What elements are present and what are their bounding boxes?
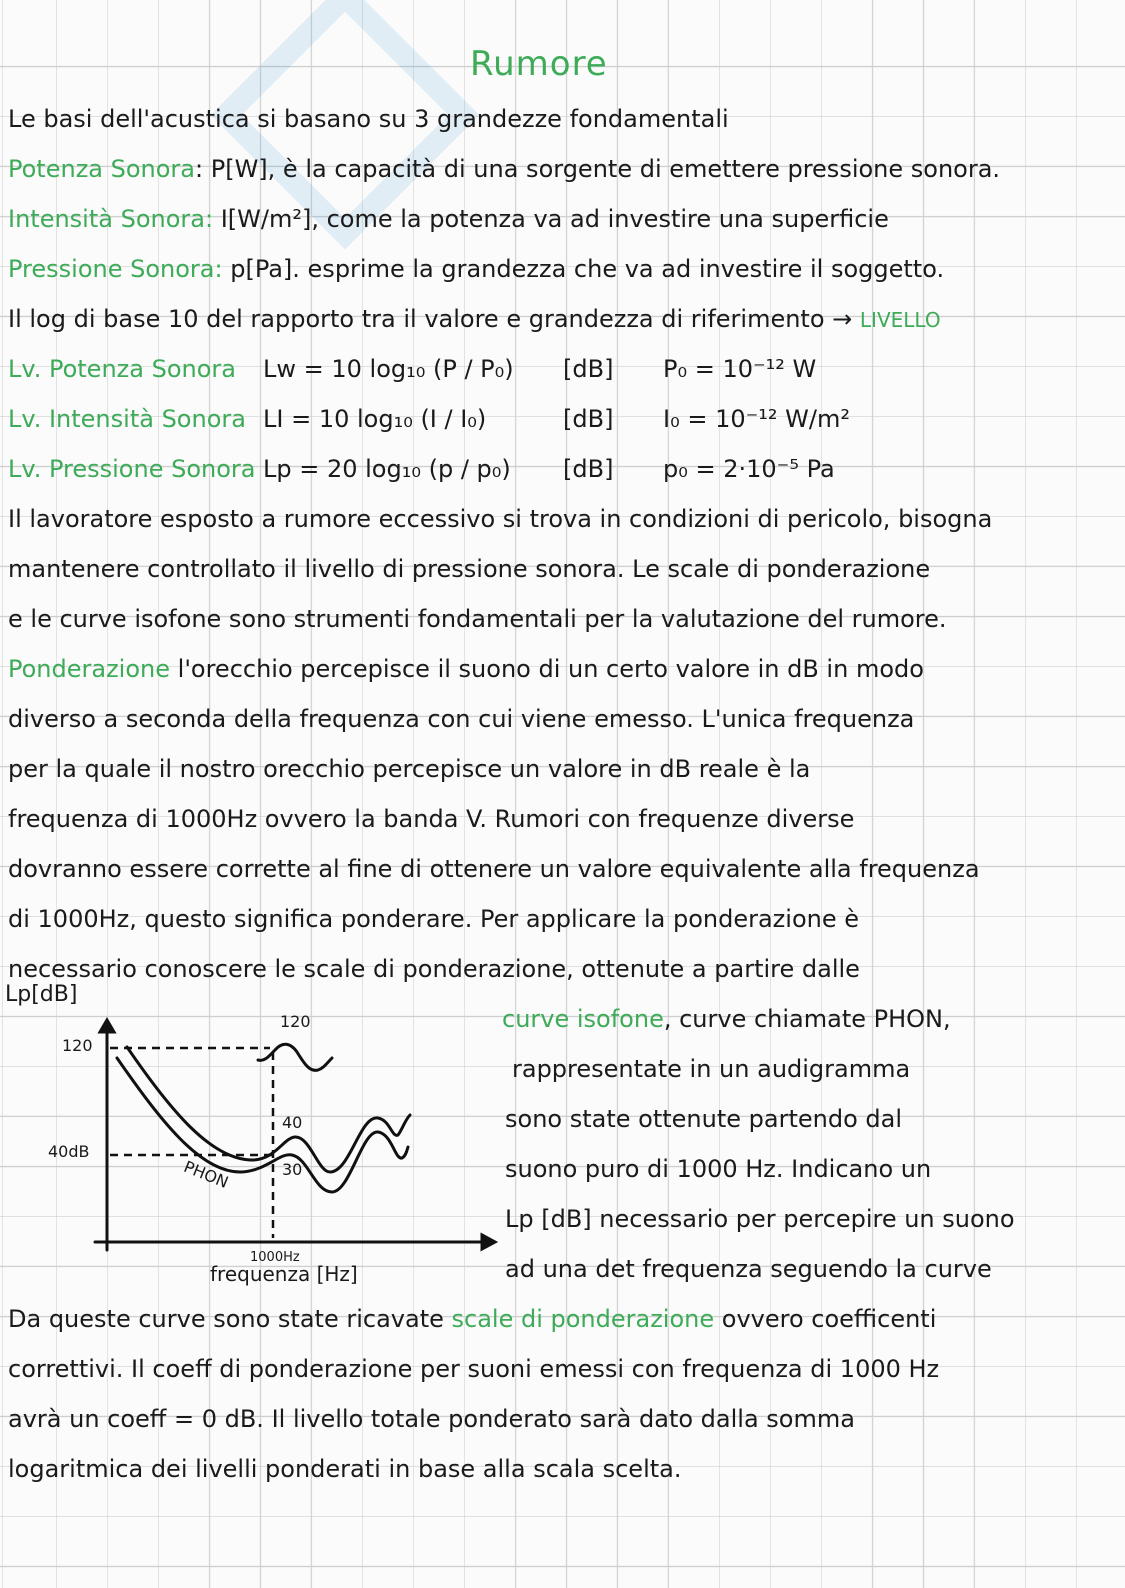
- text-line: correttivi. Il coeff di ponderazione per suoni emessi con frequenza di 1000 Hz: [8, 1355, 940, 1383]
- def-label: Pressione Sonora:: [8, 255, 223, 283]
- formula-intensita: [8, 402, 850, 436]
- def-label: Potenza Sonora: [8, 155, 196, 183]
- def-intensita: [8, 202, 889, 236]
- ponderazione-line: [8, 652, 924, 686]
- formula-unit: [dB]: [563, 405, 614, 433]
- text: , curve chiamate PHON,: [663, 1005, 951, 1033]
- formula-unit: [dB]: [563, 355, 614, 383]
- livello-label: LIVELLO: [859, 308, 941, 332]
- def-text: : P[W], è la capacità di una sorgente di emettere pressione sonora.: [195, 155, 1001, 183]
- y-axis-arrow: [100, 1020, 114, 1032]
- formula-ref: P₀ = 10⁻¹² W: [663, 355, 817, 383]
- def-text: I[W/m²], come la potenza va ad investire una superficie: [213, 205, 889, 233]
- formula-potenza: [8, 352, 816, 386]
- text-line: frequenza di 1000Hz ovvero la banda V. Rumori con frequenze diverse: [8, 805, 855, 833]
- formula-pressione: [8, 452, 835, 486]
- intro-line: Le basi dell'acustica si basano su 3 grandezze fondamentali: [8, 105, 729, 133]
- formula: Lw = 10 log₁₀ (P / P₀): [263, 355, 514, 383]
- curve-isofone-line: [502, 1002, 951, 1036]
- ponderazione-label: Ponderazione: [8, 655, 171, 683]
- text-line: per la quale il nostro orecchio percepisce un valore in dB reale è la: [8, 755, 811, 783]
- scale-line: [8, 1302, 936, 1336]
- x-axis-arrow: [482, 1235, 495, 1249]
- curve-label-120: 120: [280, 1012, 311, 1031]
- graph-drawing: [0, 980, 500, 1280]
- x-tick-1000hz: 1000Hz: [250, 1250, 300, 1265]
- x-axis-label: frequenza [Hz]: [210, 1262, 358, 1286]
- formula-label: Lv. Potenza Sonora: [8, 355, 236, 383]
- curve-40-phon: [127, 1047, 410, 1172]
- formula-ref: I₀ = 10⁻¹² W/m²: [663, 405, 850, 433]
- log-line: [8, 302, 941, 337]
- def-potenza: [8, 152, 1000, 186]
- text: ovvero coefficenti: [714, 1305, 937, 1333]
- log-text: Il log di base 10 del rapporto tra il valore e grandezza di riferimento →: [8, 305, 853, 333]
- ponderazione-text: l'orecchio percepisce il suono di un certo valore in dB in modo: [170, 655, 924, 683]
- text-line: Lp [dB] necessario per percepire un suono: [505, 1205, 1015, 1233]
- formula-label: Lv. Intensità Sonora: [8, 405, 246, 433]
- formula: Lp = 20 log₁₀ (p / p₀): [263, 455, 511, 483]
- scale-label: scale di ponderazione: [451, 1305, 715, 1333]
- text-line: avrà un coeff = 0 dB. Il livello totale ponderato sarà dato dalla somma: [8, 1405, 855, 1433]
- text-line: diverso a seconda della frequenza con cui viene emesso. L'unica frequenza: [8, 705, 915, 733]
- def-pressione: [8, 252, 944, 286]
- text-line: necessario conoscere le scale di ponderazione, ottenute a partire dalle: [8, 955, 860, 983]
- curve-isofone-label: curve isofone: [502, 1005, 664, 1033]
- formula: LI = 10 log₁₀ (I / I₀): [263, 405, 487, 433]
- text: Da queste curve sono state ricavate: [8, 1305, 452, 1333]
- text-line: dovranno essere corrette al fine di ottenere un valore equivalente alla frequenza: [8, 855, 980, 883]
- def-text: p[Pa]. esprime la grandezza che va ad investire il soggetto.: [222, 255, 945, 283]
- text-line: di 1000Hz, questo significa ponderare. Per applicare la ponderazione è: [8, 905, 860, 933]
- text-line: sono state ottenute partendo dal: [505, 1105, 902, 1133]
- text-line: suono puro di 1000 Hz. Indicano un: [505, 1155, 932, 1183]
- def-label: Intensità Sonora:: [8, 205, 214, 233]
- phon-label: PHON: [181, 1157, 232, 1192]
- y-axis-label: Lp[dB]: [5, 982, 78, 1007]
- text-line: Il lavoratore esposto a rumore eccessivo si trova in condizioni di pericolo, bisogna: [8, 505, 993, 533]
- curve-label-40: 40: [282, 1113, 303, 1132]
- isofone-graph: [0, 980, 500, 1286]
- text-line: e le curve isofone sono strumenti fondamentali per la valutazione del rumore.: [8, 605, 947, 633]
- page-title: Rumore: [470, 44, 608, 84]
- text-line: ad una det frequenza seguendo la curve: [505, 1255, 992, 1283]
- formula-unit: [dB]: [563, 455, 614, 483]
- y-tick-120: 120: [62, 1036, 93, 1055]
- formula-ref: p₀ = 2·10⁻⁵ Pa: [663, 455, 835, 483]
- text-line: rappresentate in un audigramma: [512, 1055, 911, 1083]
- formula-label: Lv. Pressione Sonora: [8, 455, 256, 483]
- curve-label-30: 30: [282, 1160, 303, 1179]
- text-line: logaritmica dei livelli ponderati in base alla scala scelta.: [8, 1455, 682, 1483]
- y-tick-40db: 40dB: [48, 1142, 90, 1161]
- text-line: mantenere controllato il livello di pressione sonora. Le scale di ponderazione: [8, 555, 931, 583]
